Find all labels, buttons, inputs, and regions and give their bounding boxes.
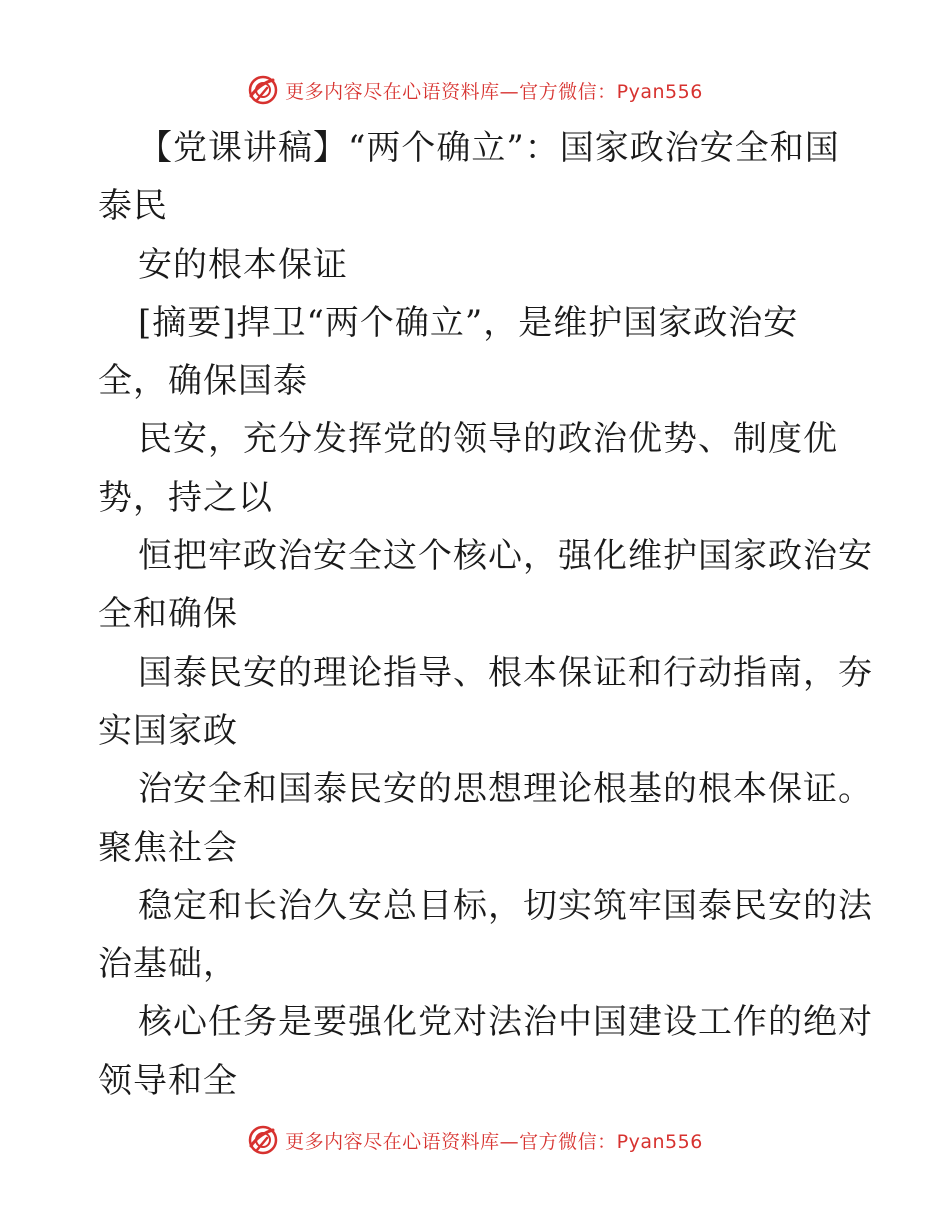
text-line: 聚焦社会 — [98, 827, 238, 868]
text-line: 民安，充分发挥党的领导的政治优势、制度优 — [138, 419, 838, 460]
document-body — [98, 119, 873, 1110]
text-line: 【党课讲稿】“两个确立”：国家政治安全和国 — [138, 128, 840, 168]
footer-watermark — [0, 1120, 950, 1160]
text-line: 泰民 — [98, 186, 168, 227]
text-line: 实国家政 — [98, 710, 238, 751]
text-line: 领导和全 — [98, 1060, 238, 1101]
text-line: 全和确保 — [98, 594, 238, 635]
text-line: 治基础， — [98, 944, 238, 985]
text-line: 势，持之以 — [98, 477, 273, 518]
watermark-text: 更多内容尽在心语资料库—官方微信：Pyan556 — [285, 80, 703, 103]
text-line: 恒把牢政治安全这个核心，强化维护国家政治安 — [138, 536, 873, 577]
ribbon-seal-icon — [247, 74, 279, 106]
text-line: 全，确保国泰 — [98, 361, 308, 402]
text-line: [摘要]捍卫“两个确立”，是维护国家政治安 — [138, 302, 799, 343]
header-watermark — [0, 70, 950, 110]
ribbon-seal-icon — [247, 1124, 279, 1156]
text-line: 国泰民安的理论指导、根本保证和行动指南，夯 — [138, 652, 873, 693]
text-line: 治安全和国泰民安的思想理论根基的根本保证。 — [138, 769, 873, 810]
text-line: 核心任务是要强化党对法治中国建设工作的绝对 — [138, 1002, 873, 1043]
watermark-text: 更多内容尽在心语资料库—官方微信：Pyan556 — [285, 1130, 703, 1153]
text-line: 安的根本保证 — [138, 244, 348, 285]
text-line: 稳定和长治久安总目标，切实筑牢国泰民安的法 — [138, 885, 873, 926]
